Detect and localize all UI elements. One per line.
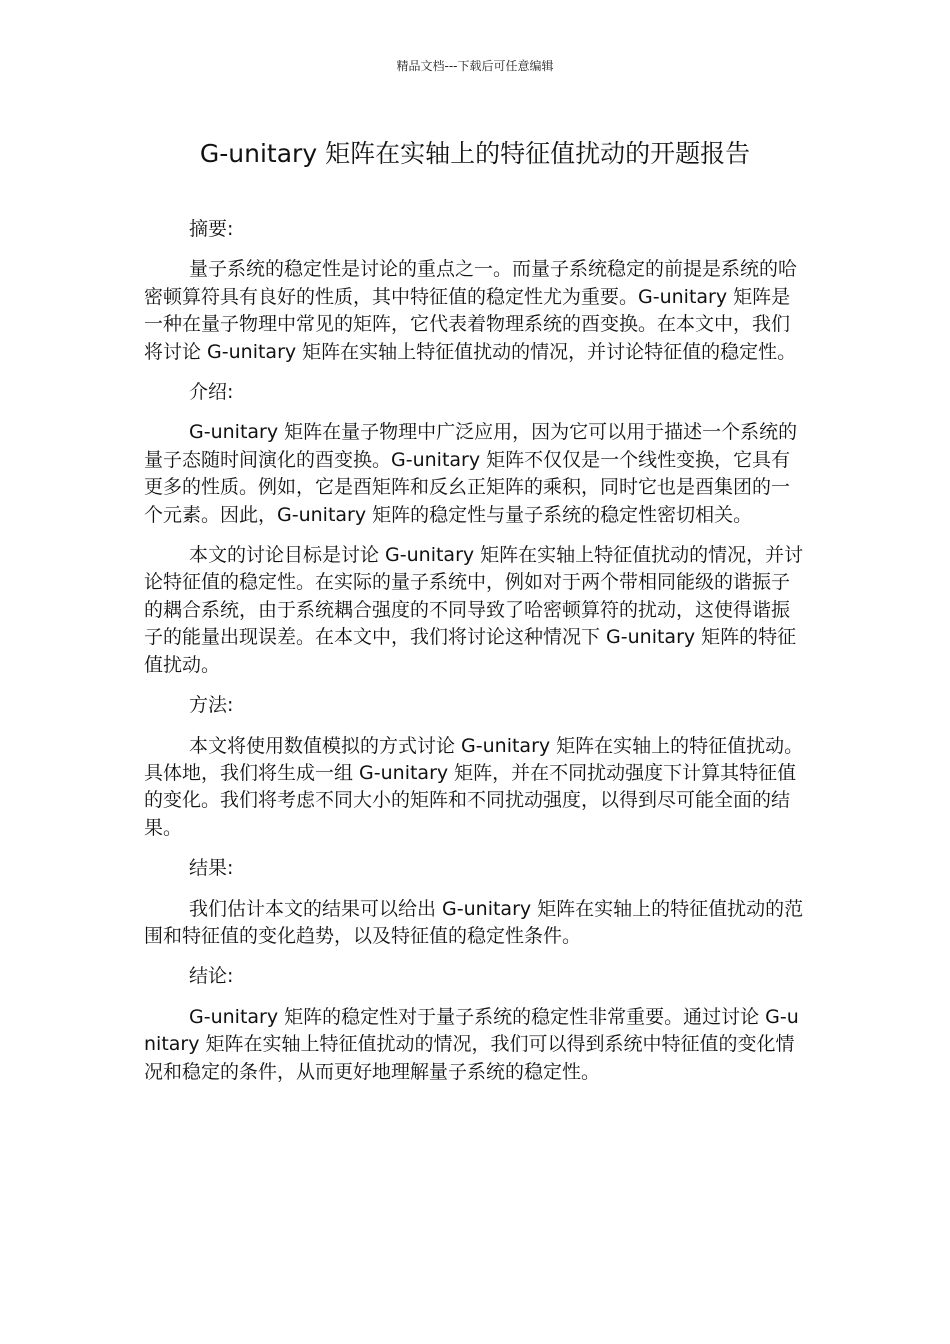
method-paragraph: 本文将使用数值模拟的方式讨论 G-unitary 矩阵在实轴上的特征值扰动。具体地，我们将生成一组 G-unitary 矩阵，并在不同扰动强度下计算其特征值的变化。我们将考虑不同大小的矩阵和不同扰动强度，以得到尽可能全面的结果。 bbox=[144, 734, 804, 839]
result-paragraph: 我们估计本文的结果可以给出 G-unitary 矩阵在实轴上的特征值扰动的范围和特征值的变化趋势，以及特征值的稳定性条件。 bbox=[144, 897, 804, 947]
result-heading: 结果: bbox=[189, 857, 234, 880]
method-heading: 方法: bbox=[189, 694, 234, 717]
abstract-paragraph: 量子系统的稳定性是讨论的重点之一。而量子系统稳定的前提是系统的哈密顿算符具有良好的性质，其中特征值的稳定性尤为重要。G-unitary 矩阵是一种在量子物理中常见的矩阵，它代表着物理系统的酉变换。在本文中，我们将讨论 G-unitary 矩阵在实轴上特征值扰动的情况，并讨论特征值的稳定性。 bbox=[144, 258, 798, 363]
conclusion-paragraph: G-unitary 矩阵的稳定性对于量子系统的稳定性非常重要。通过讨论 G-unitary 矩阵在实轴上特征值扰动的情况，我们可以得到系统中特征值的变化情况和稳定的条件，从而更好地理解量子系统的稳定性。 bbox=[144, 1005, 799, 1083]
header-note: 精品文档---下载后可任意编辑 bbox=[396, 59, 554, 73]
conclusion-heading: 结论: bbox=[189, 965, 234, 988]
document-title: G-unitary 矩阵在实轴上的特征值扰动的开题报告 bbox=[199, 139, 751, 168]
document-body bbox=[144, 216, 808, 1099]
introduction-paragraph-1: G-unitary 矩阵在量子物理中广泛应用，因为它可以用于描述一个系统的量子态随时间演化的酉变换。G-unitary 矩阵不仅仅是一个线性变换，它具有更多的性质。例如，它是酉矩阵和反幺正矩阵的乘积，同时它也是酉集团的一个元素。因此，G-unitary 矩阵的稳定性与量子系统的稳定性密切相关。 bbox=[144, 421, 798, 526]
abstract-heading: 摘要: bbox=[189, 218, 234, 240]
introduction-paragraph-2: 本文的讨论目标是讨论 G-unitary 矩阵在实轴上特征值扰动的情况，并讨论特征值的稳定性。在实际的量子系统中，例如对于两个带相同能级的谐振子的耦合系统，由于系统耦合强度的不同导致了哈密顿算符的扰动，这使得谐振子的能量出现误差。在本文中，我们将讨论这种情况下 G-unitary 矩阵的特征值扰动。 bbox=[144, 544, 804, 676]
introduction-heading: 介绍: bbox=[189, 381, 234, 404]
